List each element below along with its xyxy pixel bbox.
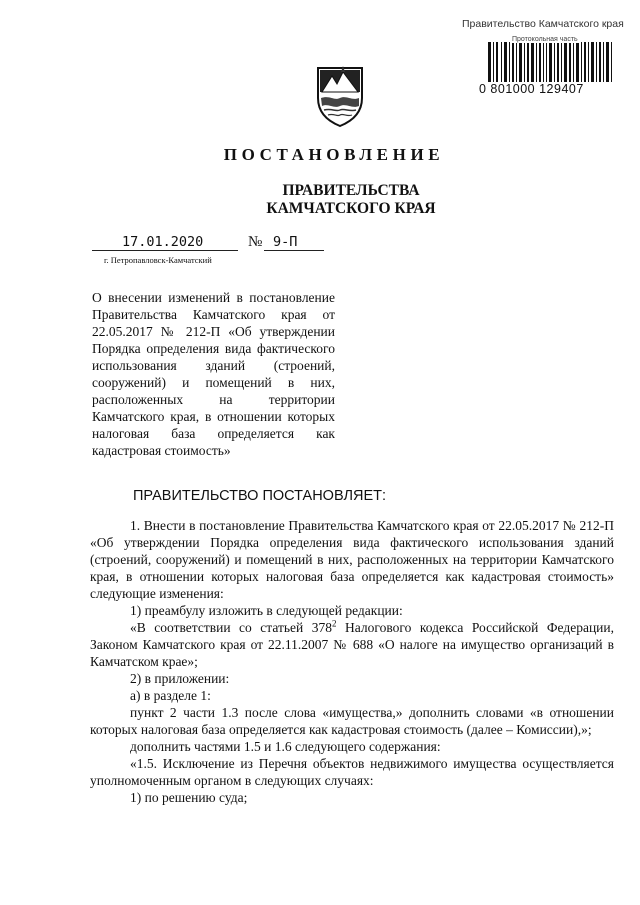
stamp-organization: Правительство Камчатского края	[462, 18, 624, 30]
paragraph-7: дополнить частями 1.5 и 1.6 следующего содержания:	[130, 739, 441, 754]
paragraph-8: «1.5. Исключение из Перечня объектов недвижимого имущества осуществляется уполномоченным органом в следующих случаях:	[90, 756, 614, 788]
paragraph-3	[90, 619, 614, 670]
number-sign: №	[248, 234, 263, 250]
document-date: 17.01.2020	[122, 234, 204, 250]
barcode	[480, 40, 616, 84]
number-underline	[264, 250, 324, 251]
document-body	[90, 517, 614, 806]
stamp-subtitle: Протокольная часть	[512, 36, 578, 43]
resolution-heading: ПРАВИТЕЛЬСТВО ПОСТАНОВЛЯЕТ:	[133, 488, 387, 504]
document-subject: О внесении изменений в постановление Правительства Камчатского края от 22.05.2017 № 212-П «Об утверждении Порядка определения вида фактического использования зданий (строений, сооружений) и помещений в них, расположенных на территории Камчатского края, в отношении которых налоговая база определяется как кадастровая стоимость»	[92, 290, 335, 458]
paragraph-2: 1) преамбулу изложить в следующей редакции:	[130, 603, 403, 618]
paragraph-3-end: Налогового кодекса Российской Федерации, Законом Камчатского края от 22.11.2007 № 688 «О налоге на имущество организаций в Камчатском крае»;	[90, 620, 614, 669]
paragraph-1: 1. Внести в постановление Правительства Камчатского края от 22.05.2017 № 212-П «Об утверждении Порядка определения вида фактического использования зданий (строений, сооружений) и помещений в них, расположенных на территории Камчатского края, в отношении которых налоговая база определяется как кадастровая стоимость» следующие изменения:	[90, 518, 614, 601]
barcode-number: 0 801000 129407	[479, 82, 584, 96]
date-underline	[92, 250, 238, 251]
paragraph-4: 2) в приложении:	[130, 671, 230, 686]
issuer-line-2: КАМЧАТСКОГО КРАЯ	[266, 200, 436, 217]
kamchatka-coat-of-arms-icon	[314, 62, 366, 128]
article-superscript: 2	[332, 618, 337, 629]
paragraph-3-start: «В соответствии со статьей 378	[130, 620, 333, 635]
paragraph-5: а) в разделе 1:	[130, 688, 211, 703]
paragraph-6: пункт 2 части 1.3 после слова «имущества,» дополнить словами «в отношении которых налоговая база определяется как кадастровая стоимость (далее – Комиссии),»;	[90, 705, 614, 737]
issue-city: г. Петропавловск-Камчатский	[104, 255, 212, 265]
paragraph-9: 1) по решению суда;	[130, 790, 248, 805]
document-type-title: ПОСТАНОВЛЕНИЕ	[223, 145, 445, 164]
issuer-line-1: ПРАВИТЕЛЬСТВА	[282, 182, 420, 199]
document-number: 9-П	[273, 234, 298, 250]
